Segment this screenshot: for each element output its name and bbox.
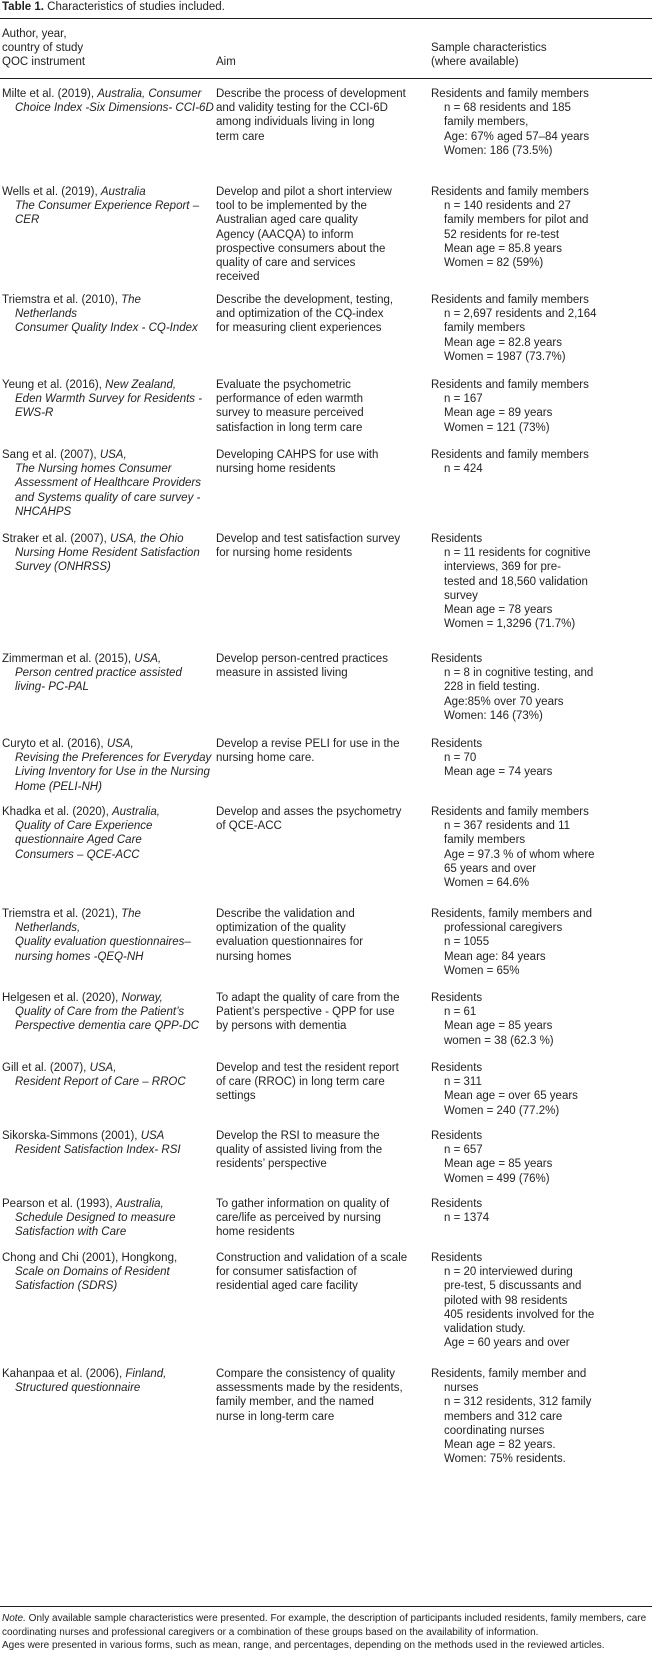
aim-cell bbox=[216, 1061, 426, 1104]
sample-line: Residents bbox=[431, 653, 483, 665]
sample-cell bbox=[431, 1129, 650, 1186]
study-line: living- PC-PAL bbox=[15, 681, 89, 694]
aim-line: optimization of the quality bbox=[216, 922, 346, 935]
sample-line: n = 424 bbox=[444, 463, 483, 476]
sample-line: tested and 18,560 validation bbox=[444, 575, 588, 588]
sample-line: Women = 1,3296 (71.7%) bbox=[444, 618, 576, 631]
sample-line: Age = 60 years and over bbox=[444, 1337, 570, 1350]
sample-line: Residents and family members bbox=[431, 449, 589, 461]
study-cell bbox=[2, 448, 220, 519]
study-line: and Systems quality of care survey - bbox=[15, 491, 201, 504]
sample-line: Residents and family members bbox=[431, 806, 589, 818]
study-line: Milte et al. (2019), Australia, Consumer bbox=[2, 88, 202, 100]
aim-line: and validity testing for the CCI-6D bbox=[216, 102, 388, 115]
sample-line: Age:85% over 70 years bbox=[444, 695, 564, 708]
table-note bbox=[2, 1612, 650, 1653]
sample-line: n = 11 residents for cognitive bbox=[444, 547, 591, 560]
note-label: Note. bbox=[2, 1613, 26, 1624]
sample-line: Mean age = 89 years bbox=[444, 407, 553, 420]
aim-line: quality of assisted living from the bbox=[216, 1144, 383, 1157]
aim-line: nursing home residents bbox=[216, 463, 336, 476]
aim-line: Patient’s perspective - QPP for use bbox=[216, 1006, 395, 1019]
sample-cell bbox=[431, 1251, 650, 1350]
aim-line: Compare the consistency of quality bbox=[216, 1368, 395, 1380]
sample-line: n = 312 residents, 312 family bbox=[444, 1396, 592, 1409]
sample-line: n = 68 residents and 185 bbox=[444, 102, 571, 115]
study-line: Perspective dementia care QPP-DC bbox=[15, 1020, 200, 1033]
study-line: Netherlands, bbox=[15, 922, 81, 935]
sample-line: Residents, family members and bbox=[431, 908, 593, 920]
study-cell bbox=[2, 737, 220, 794]
sample-line: family members for pilot and bbox=[444, 214, 589, 227]
aim-line: care/life as perceived by nursing bbox=[216, 1212, 381, 1225]
table-number: Table 1. bbox=[2, 1, 44, 13]
sample-line: n = 1055 bbox=[444, 936, 490, 949]
aim-line: tool to be implemented by the bbox=[216, 200, 367, 213]
aim-cell bbox=[216, 293, 426, 336]
sample-line: interviews, 369 for pre- bbox=[444, 561, 561, 574]
sample-cell bbox=[431, 1197, 650, 1225]
sample-cell bbox=[431, 87, 650, 158]
sample-cell bbox=[431, 185, 650, 270]
sample-line: Mean age: 84 years bbox=[444, 950, 546, 963]
aim-line: Develop and test the resident report bbox=[216, 1062, 399, 1074]
study-cell bbox=[2, 991, 220, 1034]
aim-line: To adapt the quality of care from the bbox=[216, 992, 400, 1004]
sample-cell bbox=[431, 1367, 650, 1466]
sample-line: n = 140 residents and 27 bbox=[444, 200, 571, 213]
sample-line: Residents bbox=[431, 1252, 483, 1264]
header-col-aim: Aim bbox=[216, 56, 236, 68]
study-line: EWS-R bbox=[15, 407, 54, 420]
sample-line: Women = 499 (76%) bbox=[444, 1172, 550, 1185]
sample-line: piloted with 98 residents bbox=[444, 1294, 568, 1307]
aim-line: residential aged care facility bbox=[216, 1280, 358, 1293]
sample-line: Women = 1987 (73.7%) bbox=[444, 350, 566, 363]
sample-line: Residents bbox=[431, 738, 483, 750]
note-text: Only available sample characteristics were presented. For example, the description of participants included residents, family members, care coordinating nurses and professional caregivers or a combination of these groups based on the availability of information. bbox=[2, 1613, 647, 1638]
header-col-sample: Sample characteristics (where available) bbox=[431, 42, 547, 69]
aim-cell bbox=[216, 378, 426, 435]
study-line: Consumers – QCE-ACC bbox=[15, 848, 140, 861]
study-line: NHCAHPS bbox=[15, 505, 72, 518]
aim-cell bbox=[216, 907, 426, 964]
sample-line: validation study. bbox=[444, 1323, 526, 1336]
sample-cell bbox=[431, 652, 650, 723]
sample-line: Mean age = 85.8 years bbox=[444, 242, 562, 255]
sample-line: Residents bbox=[431, 992, 483, 1004]
study-line: Straker et al. (2007), USA, the Ohio bbox=[2, 533, 184, 545]
aim-line: home residents bbox=[216, 1226, 295, 1239]
aim-line: of QCE-ACC bbox=[216, 820, 282, 833]
aim-line: term care bbox=[216, 130, 265, 143]
sample-line: survey bbox=[444, 589, 478, 602]
sample-line: members and 312 care bbox=[444, 1410, 563, 1423]
aim-line: Evaluate the psychometric bbox=[216, 379, 351, 391]
aim-cell bbox=[216, 1129, 426, 1172]
aim-line: Develop the RSI to measure the bbox=[216, 1130, 380, 1142]
sample-line: n = 2,697 residents and 2,164 bbox=[444, 308, 597, 321]
study-cell bbox=[2, 532, 220, 575]
aim-line: by persons with dementia bbox=[216, 1020, 347, 1033]
sample-line: 228 in field testing. bbox=[444, 681, 540, 694]
sample-line: pre-test, 5 discussants and bbox=[444, 1280, 582, 1293]
sample-line: Women = 240 (77.2%) bbox=[444, 1104, 560, 1117]
study-line: Schedule Designed to measure bbox=[15, 1212, 176, 1225]
sample-line: Mean age = 85 years bbox=[444, 1020, 553, 1033]
note-text-2: Ages were presented in various forms, such as mean, range, and percentages, depending on the methods used in the reviewed articles. bbox=[2, 1640, 605, 1652]
study-line: The Nursing homes Consumer bbox=[15, 463, 172, 476]
study-line: nursing homes -QEQ-NH bbox=[15, 950, 144, 963]
aim-line: settings bbox=[216, 1090, 256, 1103]
sample-line: n = 367 residents and 11 bbox=[444, 820, 571, 833]
study-line: Zimmerman et al. (2015), USA, bbox=[2, 653, 162, 665]
study-cell bbox=[2, 87, 220, 115]
study-cell bbox=[2, 378, 220, 421]
sample-line: Residents bbox=[431, 1062, 483, 1074]
sample-cell bbox=[431, 805, 650, 890]
study-line: Quality of Care Experience bbox=[15, 820, 153, 833]
aim-line: among individuals living in long bbox=[216, 116, 375, 129]
study-line: CER bbox=[15, 214, 40, 227]
aim-line: Describe the process of development bbox=[216, 88, 406, 100]
sample-line: 405 residents involved for the bbox=[444, 1308, 595, 1321]
study-line: Scale on Domains of Resident bbox=[15, 1266, 170, 1279]
aim-cell bbox=[216, 652, 426, 680]
sample-line: family members, bbox=[444, 116, 529, 129]
study-line: Quality of Care from the Patient’s bbox=[15, 1006, 185, 1019]
aim-line: Construction and validation of a scale bbox=[216, 1252, 408, 1264]
aim-line: received bbox=[216, 271, 260, 284]
sample-line: Mean age = 85 years bbox=[444, 1158, 553, 1171]
aim-cell bbox=[216, 87, 426, 144]
sample-line: professional caregivers bbox=[444, 922, 563, 935]
sample-line: n = 70 bbox=[444, 752, 477, 765]
sample-line: Women = 64.6% bbox=[444, 877, 530, 890]
sample-line: Mean age = 82.8 years bbox=[444, 336, 562, 349]
study-line: Pearson et al. (1993), Australia, bbox=[2, 1198, 164, 1210]
aim-line: Develop a revise PELI for use in the bbox=[216, 738, 400, 750]
sample-line: Women: 186 (73.5%) bbox=[444, 144, 553, 157]
study-line: Netherlands bbox=[15, 308, 78, 321]
aim-line: Describe the validation and bbox=[216, 908, 355, 920]
sample-cell bbox=[431, 907, 650, 978]
sample-line: family members bbox=[444, 322, 526, 335]
study-cell bbox=[2, 293, 220, 336]
aim-line: prospective consumers about the bbox=[216, 242, 386, 255]
sample-line: Residents and family members bbox=[431, 379, 589, 391]
sample-line: n = 1374 bbox=[444, 1212, 490, 1225]
sample-line: Residents bbox=[431, 533, 483, 545]
aim-line: Develop and test satisfaction survey bbox=[216, 533, 401, 545]
study-line: Resident Satisfaction Index- RSI bbox=[15, 1144, 181, 1157]
sample-line: Residents and family members bbox=[431, 88, 589, 100]
study-cell bbox=[2, 1129, 220, 1157]
study-cell bbox=[2, 652, 220, 695]
sample-line: Residents, family member and bbox=[431, 1368, 587, 1380]
study-line: Consumer Quality Index - CQ-Index bbox=[15, 322, 198, 335]
study-line: Person centred practice assisted bbox=[15, 667, 182, 680]
study-line: Revising the Preferences for Everyday bbox=[15, 752, 212, 765]
sample-line: n = 311 bbox=[444, 1076, 482, 1089]
study-line: Survey (ONHRSS) bbox=[15, 561, 111, 574]
sample-cell bbox=[431, 737, 650, 780]
study-line: Yeung et al. (2016), New Zealand, bbox=[2, 379, 177, 391]
study-cell bbox=[2, 185, 220, 228]
aim-line: residents’ perspective bbox=[216, 1158, 327, 1171]
sample-line: Women: 146 (73%) bbox=[444, 709, 543, 722]
aim-line: Developing CAHPS for use with bbox=[216, 449, 379, 461]
study-cell bbox=[2, 1061, 220, 1089]
aim-cell bbox=[216, 1197, 426, 1240]
study-line: Assessment of Healthcare Providers bbox=[15, 477, 201, 490]
aim-line: for consumer satisfaction of bbox=[216, 1266, 357, 1279]
aim-line: family member, and the named bbox=[216, 1396, 374, 1409]
study-line: Khadka et al. (2020), Australia, bbox=[2, 806, 160, 818]
aim-cell bbox=[216, 1367, 426, 1424]
study-cell bbox=[2, 805, 220, 862]
study-line: Resident Report of Care – RROC bbox=[15, 1076, 186, 1089]
sample-cell bbox=[431, 1061, 650, 1118]
sample-cell bbox=[431, 991, 650, 1048]
study-line: Nursing Home Resident Satisfaction bbox=[15, 547, 200, 560]
bottom-rule bbox=[0, 1606, 652, 1607]
header-col-study: Author, year, country of study QOC instrument bbox=[2, 28, 86, 69]
aim-line: measure in assisted living bbox=[216, 667, 348, 680]
sample-line: 65 years and over bbox=[444, 862, 537, 875]
study-line: Gill et al. (2007), USA, bbox=[2, 1062, 117, 1074]
table-caption bbox=[2, 0, 225, 15]
sample-line: family members bbox=[444, 834, 526, 847]
sample-line: Mean age = over 65 years bbox=[444, 1090, 578, 1103]
sample-line: Residents bbox=[431, 1130, 483, 1142]
aim-cell bbox=[216, 1251, 426, 1294]
aim-line: evaluation questionnaires for bbox=[216, 936, 364, 949]
aim-line: and optimization of the CQ-index bbox=[216, 308, 384, 321]
sample-line: Residents and family members bbox=[431, 294, 589, 306]
study-cell bbox=[2, 1197, 220, 1240]
aim-line: of care (RROC) in long term care bbox=[216, 1076, 385, 1089]
study-line: Quality evaluation questionnaires– bbox=[15, 936, 191, 949]
aim-cell bbox=[216, 737, 426, 765]
sample-line: n = 167 bbox=[444, 393, 483, 406]
study-line: Satisfaction with Care bbox=[15, 1226, 127, 1239]
study-cell bbox=[2, 1367, 220, 1395]
study-line: Satisfaction (SDRS) bbox=[15, 1280, 118, 1293]
sample-line: Women: 75% residents. bbox=[444, 1453, 566, 1466]
study-line: questionnaire Aged Care bbox=[15, 834, 142, 847]
study-line: Sikorska-Simmons (2001), USA bbox=[2, 1130, 165, 1142]
aim-line: Develop and asses the psychometry bbox=[216, 806, 402, 818]
aim-line: survey to measure perceived bbox=[216, 407, 364, 420]
study-line: Helgesen et al. (2020), Norway, bbox=[2, 992, 163, 1004]
study-line: Structured questionnaire bbox=[15, 1382, 141, 1395]
aim-line: Describe the development, testing, bbox=[216, 294, 394, 306]
aim-line: for nursing home residents bbox=[216, 547, 353, 560]
sample-line: n = 20 interviewed during bbox=[444, 1266, 573, 1279]
sample-line: Residents bbox=[431, 1198, 483, 1210]
sample-line: Mean age = 74 years bbox=[444, 766, 553, 779]
aim-cell bbox=[216, 448, 426, 476]
aim-line: Develop person-centred practices bbox=[216, 653, 388, 665]
aim-cell bbox=[216, 185, 426, 284]
aim-cell bbox=[216, 991, 426, 1034]
study-line: Triemstra et al. (2010), The bbox=[2, 294, 141, 306]
aim-line: quality of care and services bbox=[216, 257, 356, 270]
study-line: Choice Index -Six Dimensions- CCI-6D bbox=[15, 102, 214, 115]
study-line: Chong and Chi (2001), Hongkong, bbox=[2, 1252, 178, 1264]
top-rule bbox=[0, 18, 652, 19]
header-rule bbox=[0, 78, 652, 79]
study-cell bbox=[2, 1251, 220, 1294]
sample-line: n = 657 bbox=[444, 1144, 483, 1157]
study-line: Curyto et al. (2016), USA, bbox=[2, 738, 134, 750]
sample-line: nurses bbox=[444, 1382, 479, 1395]
sample-line: women = 38 (62.3 %) bbox=[444, 1034, 554, 1047]
aim-line: Develop and pilot a short interview bbox=[216, 186, 392, 198]
aim-line: To gather information on quality of bbox=[216, 1198, 390, 1210]
sample-line: Women = 65% bbox=[444, 964, 520, 977]
study-line: Triemstra et al. (2021), The bbox=[2, 908, 141, 920]
study-cell bbox=[2, 907, 220, 964]
aim-line: nurse in long-term care bbox=[216, 1410, 335, 1423]
sample-line: n = 8 in cognitive testing, and bbox=[444, 667, 594, 680]
study-line: Sang et al. (2007), USA, bbox=[2, 449, 127, 461]
study-line: Wells et al. (2019), Australia bbox=[2, 186, 146, 198]
sample-line: Mean age = 78 years bbox=[444, 604, 553, 617]
study-line: The Consumer Experience Report – bbox=[15, 200, 200, 213]
study-line: Eden Warmth Survey for Residents - bbox=[15, 393, 203, 406]
sample-line: coordinating nurses bbox=[444, 1424, 545, 1437]
sample-line: Age = 97.3 % of whom where bbox=[444, 848, 595, 861]
sample-line: Age: 67% aged 57–84 years bbox=[444, 130, 590, 143]
sample-line: n = 61 bbox=[444, 1006, 477, 1019]
sample-line: 52 residents for re-test bbox=[444, 228, 560, 241]
sample-line: Women = 82 (59%) bbox=[444, 257, 544, 270]
sample-cell bbox=[431, 293, 650, 364]
aim-cell bbox=[216, 532, 426, 560]
sample-line: Women = 121 (73%) bbox=[444, 421, 550, 434]
sample-cell bbox=[431, 378, 650, 435]
aim-line: for measuring client experiences bbox=[216, 322, 382, 335]
study-line: Living Inventory for Use in the Nursing bbox=[15, 766, 210, 779]
aim-line: satisfaction in long term care bbox=[216, 421, 363, 434]
study-line: Kahanpaa et al. (2006), Finland, bbox=[2, 1368, 167, 1380]
aim-cell bbox=[216, 805, 426, 833]
sample-cell bbox=[431, 448, 650, 476]
aim-line: Australian aged care quality bbox=[216, 214, 358, 227]
table-title: Characteristics of studies included. bbox=[47, 1, 225, 13]
sample-cell bbox=[431, 532, 650, 631]
aim-line: performance of eden warmth bbox=[216, 393, 364, 406]
study-line: Home (PELI-NH) bbox=[15, 780, 102, 793]
aim-line: nursing homes bbox=[216, 950, 292, 963]
sample-line: Mean age = 82 years. bbox=[444, 1439, 556, 1452]
aim-line: nursing home care. bbox=[216, 752, 315, 765]
aim-line: Agency (AACQA) to inform bbox=[216, 228, 354, 241]
aim-line: assessments made by the residents, bbox=[216, 1382, 403, 1395]
sample-line: Residents and family members bbox=[431, 186, 589, 198]
